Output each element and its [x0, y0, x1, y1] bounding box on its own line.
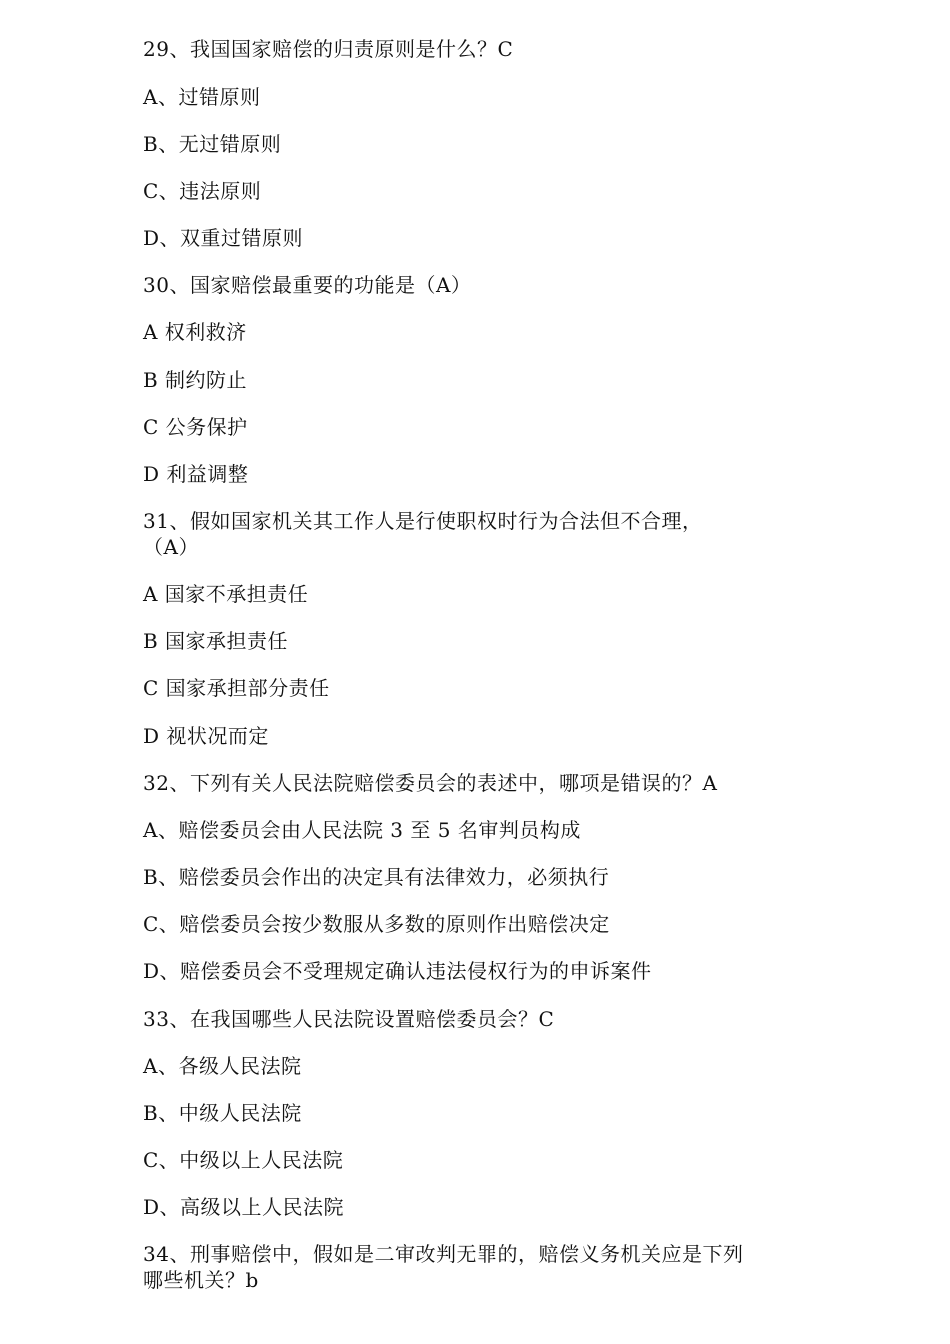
question-32-option-c: C、赔偿委员会按少数服从多数的原则作出赔偿决定 — [143, 912, 610, 936]
question-32-option-b: B、赔偿委员会作出的决定具有法律效力，必须执行 — [143, 865, 610, 889]
question-31-option-d: D 视状况而定 — [143, 724, 269, 748]
question-33: 33、在我国哪些人民法院设置赔偿委员会？C — [143, 1007, 555, 1031]
question-33-option-a: A、各级人民法院 — [143, 1054, 302, 1078]
question-34-line-1: 34、刑事赔偿中，假如是二审改判无罪的，赔偿义务机关应是下列 — [143, 1242, 744, 1266]
question-30-option-c: C 公务保护 — [143, 415, 248, 439]
question-31-option-b: B 国家承担责任 — [143, 629, 289, 653]
question-33-option-d: D、高级以上人民法院 — [143, 1195, 345, 1219]
question-33-option-b: B、中级人民法院 — [143, 1101, 302, 1125]
question-30: 30、国家赔偿最重要的功能是（A） — [143, 273, 472, 297]
question-29-option-a: A、过错原则 — [143, 85, 261, 109]
question-30-option-d: D 利益调整 — [143, 462, 249, 486]
question-31-option-a: A 国家不承担责任 — [143, 582, 309, 606]
question-31-line-2: （A） — [143, 535, 199, 559]
question-29-option-c: C、违法原则 — [143, 179, 262, 203]
question-32-option-d: D、赔偿委员会不受理规定确认违法侵权行为的申诉案件 — [143, 959, 652, 983]
question-33-option-c: C、中级以上人民法院 — [143, 1148, 344, 1172]
question-32-option-a: A、赔偿委员会由人民法院 3 至 5 名审判员构成 — [143, 818, 581, 842]
question-30-option-a: A 权利救济 — [143, 320, 247, 344]
question-31-option-c: C 国家承担部分责任 — [143, 676, 330, 700]
question-34-line-2: 哪些机关？b — [143, 1268, 259, 1292]
question-31-line-1: 31、假如国家机关其工作人是行使职权时行为合法但不合理， — [143, 509, 703, 533]
question-29-option-b: B、无过错原则 — [143, 132, 282, 156]
question-29: 29、我国国家赔偿的归责原则是什么？C — [143, 37, 514, 61]
question-32: 32、下列有关人民法院赔偿委员会的表述中，哪项是错误的？A — [143, 771, 718, 795]
question-29-option-d: D、双重过错原则 — [143, 226, 304, 250]
question-30-option-b: B 制约防止 — [143, 368, 248, 392]
